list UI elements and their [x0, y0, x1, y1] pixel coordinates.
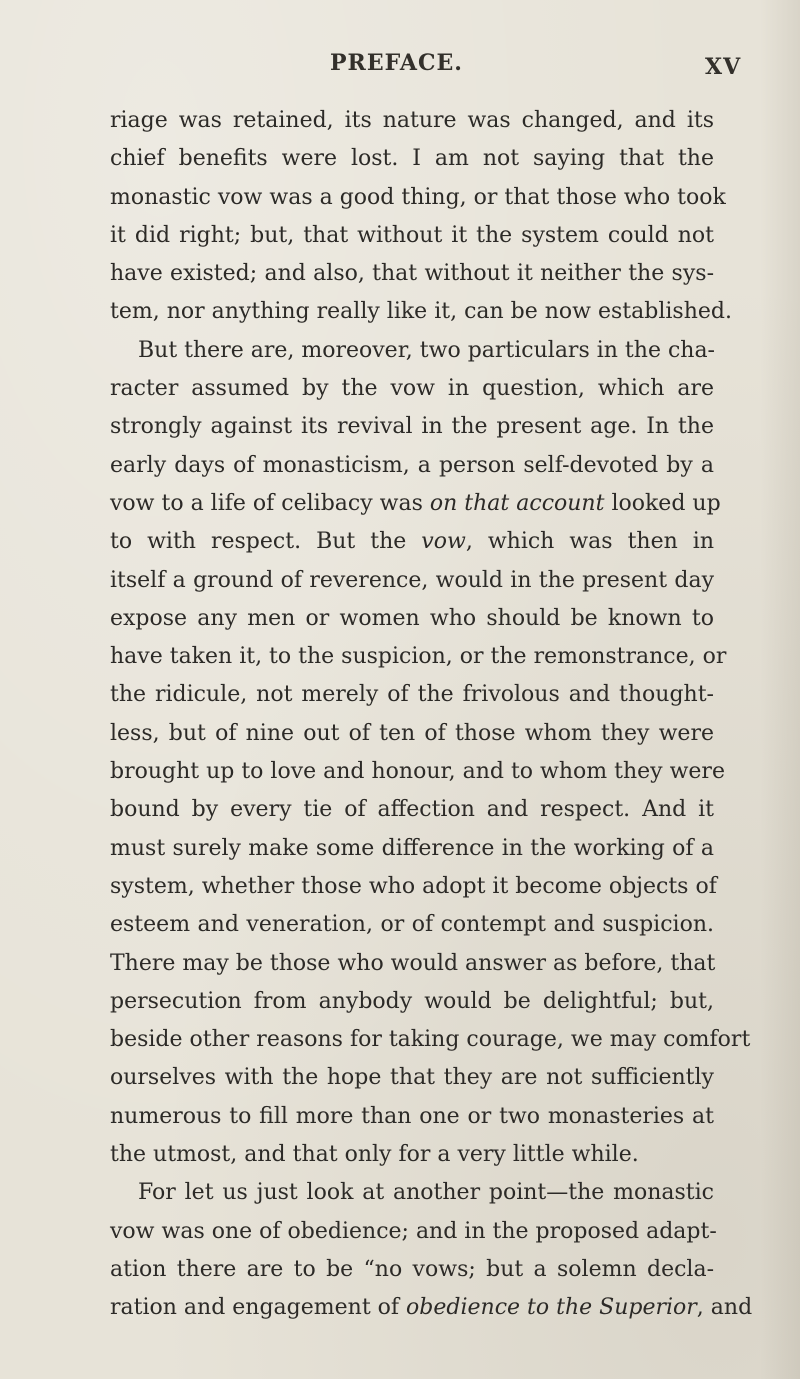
text-line: esteem and veneration, or of contempt and suspicion.: [110, 912, 714, 938]
body-text: [110, 102, 753, 1328]
text-line: less, but of nine out of ten of those whom they were: [110, 720, 714, 746]
text-line: the ridicule, not merely of the frivolous and thought-: [110, 682, 714, 708]
text-line: itself a ground of reverence, would in the present day: [110, 567, 714, 593]
text-segment: to with respect. But the: [110, 529, 422, 555]
text-line: bound by every tie of affection and respect. And it: [110, 797, 714, 823]
text-line: ourselves with the hope that they are not sufficiently: [110, 1065, 714, 1091]
page-edge-shadow: [760, 0, 800, 1379]
text-segment: , and: [696, 1295, 753, 1321]
text-line: There may be those who would answer as before, that: [110, 950, 716, 976]
text-line: tem, nor anything really like it, can be now established.: [110, 299, 732, 325]
text-line: beside other reasons for taking courage, we may comfort: [110, 1027, 751, 1053]
text-line: brought up to love and honour, and to whom they were: [110, 759, 725, 785]
text-line: racter assumed by the vow in question, which are: [110, 376, 714, 402]
page-number: XV: [705, 54, 742, 80]
text-line: expose any men or women who should be known to: [110, 605, 714, 631]
text-line: chief benefits were lost. I am not saying that the: [110, 146, 714, 172]
italic-word: vow: [421, 529, 466, 555]
text-line: ation there are to be “no vows; but a solemn decla-: [110, 1256, 714, 1282]
text-line: the utmost, and that only for a very little while.: [110, 1142, 639, 1168]
text-line: monastic vow was a good thing, or that those who took: [110, 184, 726, 210]
text-line-with-italic: [110, 1289, 753, 1327]
text-segment: , which was then in: [465, 529, 715, 555]
paragraph-start-line: But there are, moreover, two particulars in the cha-: [138, 337, 715, 363]
italic-phrase: on that account: [429, 490, 605, 516]
text-line: strongly against its revival in the present age. In the: [110, 414, 714, 440]
text-line: early days of monasticism, a person self-devoted by a: [110, 452, 714, 478]
text-line: numerous to fill more than one or two monasteries at: [110, 1103, 714, 1129]
text-line: have taken it, to the suspicion, or the remonstrance, or: [110, 644, 727, 670]
italic-phrase: obedience to the Superior: [406, 1295, 697, 1321]
text-line-with-italic: [110, 485, 721, 523]
text-segment: ration and engagement of: [110, 1295, 407, 1321]
running-head: [0, 50, 800, 90]
paragraph-start-line: For let us just look at another point—the monastic: [138, 1180, 714, 1206]
text-line-with-italic: [110, 523, 714, 561]
text-line: riage was retained, its nature was changed, and its: [110, 108, 714, 133]
text-line: vow was one of obedience; and in the proposed adapt-: [110, 1218, 717, 1244]
text-line: persecution from anybody would be delightful; but,: [110, 988, 714, 1014]
text-line: have existed; and also, that without it neither the sys-: [110, 261, 714, 287]
text-line: must surely make some difference in the working of a: [110, 835, 714, 861]
text-line: it did right; but, that without it the system could not: [110, 222, 714, 248]
text-segment: looked up: [604, 490, 721, 516]
text-segment: vow to a life of celibacy was: [110, 490, 430, 516]
text-line: system, whether those who adopt it become objects of: [110, 873, 717, 899]
running-title: PREFACE.: [330, 50, 463, 76]
